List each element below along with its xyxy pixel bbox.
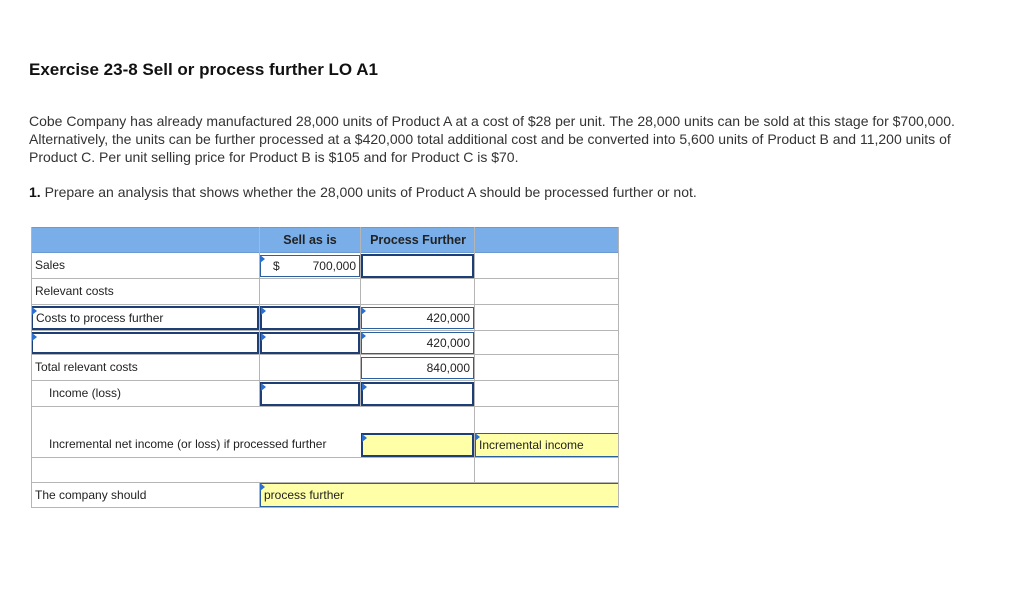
input-flag-icon — [260, 255, 265, 263]
incremental-answer-value: Incremental income — [479, 438, 584, 452]
costs-process-further-input[interactable] — [361, 307, 474, 329]
sales-row — [31, 253, 619, 279]
spacer-row-2 — [31, 458, 619, 483]
currency-symbol: $ — [273, 259, 280, 273]
decision-answer-select[interactable] — [260, 483, 619, 507]
blank-sell-as-is-input[interactable] — [260, 332, 360, 354]
total-costs-label: Total relevant costs — [35, 360, 138, 374]
costs-process-sell-as-is-input[interactable] — [260, 306, 360, 330]
incremental-row — [31, 432, 619, 458]
input-flag-icon — [475, 433, 480, 441]
exercise-title: Exercise 23-8 Sell or process further LO A1 — [29, 60, 378, 79]
header-sell-as-is: Sell as is — [283, 233, 337, 247]
total-process-further-input[interactable] — [361, 357, 474, 379]
income-label: Income (loss) — [49, 386, 122, 400]
incremental-answer-select[interactable] — [475, 433, 619, 457]
blank-cost-row — [31, 331, 619, 355]
question-1 — [29, 184, 697, 200]
grid-line — [259, 483, 260, 508]
income-process-further-input[interactable] — [361, 382, 474, 406]
grid-line — [259, 227, 260, 407]
sales-process-further-input[interactable] — [361, 254, 474, 278]
spacer-row — [31, 407, 619, 432]
grid-line — [31, 227, 32, 508]
decision-row — [31, 483, 619, 508]
relevant-costs-label: Relevant costs — [35, 284, 114, 298]
relevant-costs-row — [31, 279, 619, 305]
input-flag-icon — [32, 307, 37, 315]
input-flag-icon — [362, 434, 367, 442]
analysis-table — [31, 227, 619, 508]
table-header-row — [31, 227, 619, 253]
costs-process-label: Costs to process further — [36, 311, 164, 325]
blank-process-further-value: 420,000 — [426, 336, 470, 350]
costs-process-further-value: 420,000 — [426, 311, 470, 325]
problem-statement: Cobe Company has already manufactured 28,000 units of Product A at a cost of $28 per unit. The 28,000 units can be sold at this stage for $700,000. Alternatively, the units can be further processed at a $420,000 total additional cost and be converted into 5,600 units of Product B and 11,200 units of Product C. Per unit selling price for Product B is $105 and for Product C is $70. — [29, 113, 955, 165]
total-costs-row — [31, 355, 619, 381]
blank-label-input[interactable] — [31, 332, 259, 354]
grid-line — [474, 227, 475, 483]
incremental-label: Incremental net income (or loss) if processed further — [49, 437, 327, 451]
sales-sell-as-is-value: 700,000 — [312, 259, 356, 273]
costs-process-label-input[interactable] — [31, 306, 259, 330]
question-number: 1. — [29, 184, 41, 200]
sales-label: Sales — [35, 258, 66, 272]
decision-label: The company should — [35, 488, 147, 502]
input-flag-icon — [261, 333, 266, 341]
decision-answer-value: process further — [264, 488, 345, 502]
input-flag-icon — [362, 383, 367, 391]
total-process-further-value: 840,000 — [426, 361, 470, 375]
input-flag-icon — [261, 307, 266, 315]
input-flag-icon — [361, 307, 366, 315]
grid-line — [618, 227, 619, 508]
input-flag-icon — [260, 483, 265, 491]
header-process-further: Process Further — [370, 233, 466, 247]
input-flag-icon — [361, 332, 366, 340]
input-flag-icon — [261, 383, 266, 391]
blank-process-further-input[interactable] — [361, 332, 474, 354]
grid-line — [360, 227, 361, 407]
input-flag-icon — [32, 333, 37, 341]
income-row — [31, 381, 619, 407]
sales-sell-as-is-input[interactable] — [260, 255, 360, 277]
question-text: Prepare an analysis that shows whether the 28,000 units of Product A should be processed further or not. — [44, 184, 697, 200]
incremental-amount-input[interactable] — [361, 433, 474, 457]
costs-process-row — [31, 305, 619, 331]
income-sell-as-is-input[interactable] — [260, 382, 360, 406]
